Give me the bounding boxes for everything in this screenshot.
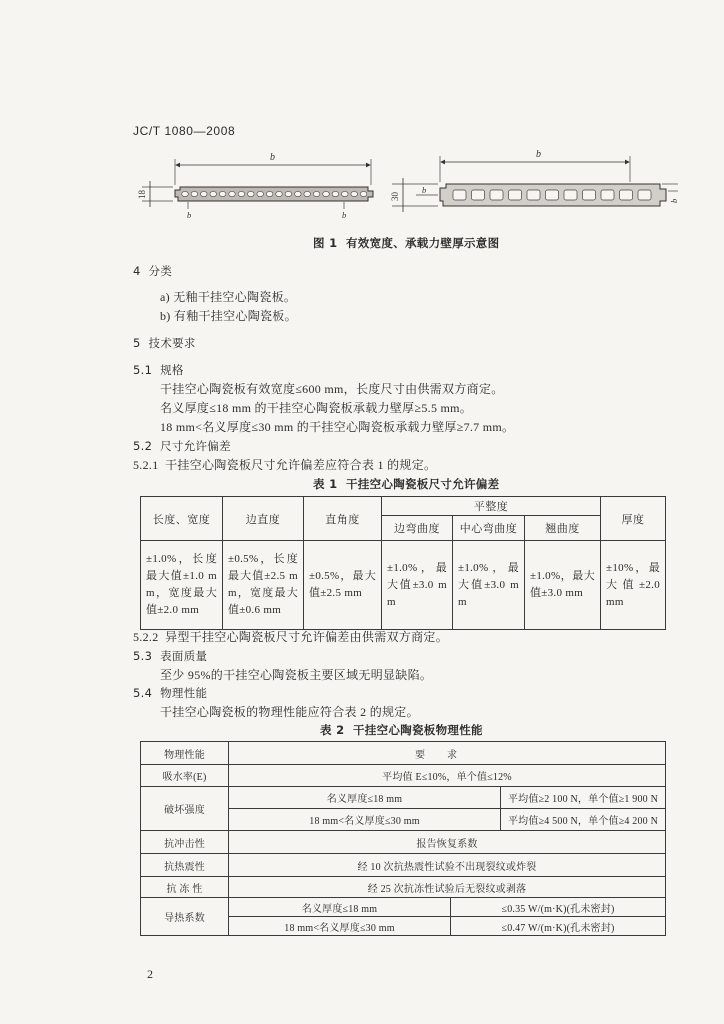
left-panel-hole xyxy=(182,191,189,196)
header-edge-curvature: 边弯曲度 xyxy=(382,516,453,541)
standard-code: JC/T 1080—2008 xyxy=(133,124,236,138)
left-panel-hole xyxy=(360,191,367,196)
left-wall-label-right: b xyxy=(342,210,347,220)
left-panel-hole xyxy=(313,191,320,196)
breaking-strength-condition-2: 18 mm<名义厚度≤30 mm xyxy=(229,809,501,831)
page-number: 2 xyxy=(147,967,154,981)
left-panel-hole xyxy=(248,191,255,196)
right-wall-label-left: b xyxy=(422,185,427,195)
header-warpage: 翘曲度 xyxy=(525,516,601,541)
section-5-2-1-text: 5.2.1 干挂空心陶瓷板尺寸允许偏差应符合表 1 的规定。 xyxy=(133,458,437,472)
section-5-4-heading: 5.4 物理性能 xyxy=(133,686,208,700)
left-panel-hole xyxy=(191,191,198,196)
table-row xyxy=(141,541,666,630)
header-length-width: 长度、宽度 xyxy=(141,497,223,541)
section-5-1-heading: 5.1 规格 xyxy=(133,363,184,377)
table-row xyxy=(141,854,666,877)
header-property: 物理性能 xyxy=(141,742,229,765)
right-wall-label-right: b xyxy=(669,198,679,203)
right-panel-hole xyxy=(564,190,577,200)
left-panel-hole xyxy=(210,191,217,196)
left-panel-hole xyxy=(342,191,349,196)
table-row xyxy=(141,877,666,898)
left-panel xyxy=(137,152,373,220)
left-panel-hole xyxy=(257,191,264,196)
thermal-conductivity-value-1: ≤0.35 W/(m·K)(孔未密封) xyxy=(451,898,666,917)
frost-value: 经 25 次抗冻性试验后无裂纹或剥落 xyxy=(229,877,666,898)
table-row xyxy=(141,898,666,917)
breaking-strength-value-2: 平均值≥4 500 N，单个值≥4 200 N xyxy=(501,809,666,831)
left-panel-hole xyxy=(238,191,245,196)
cell-length-width: ±1.0%，长度最大值±1.0 mm，宽度最大值±2.0 mm xyxy=(141,541,223,630)
section-5-1-line-2: 名义厚度≤18 mm 的干挂空心陶瓷板承载力壁厚≥5.5 mm。 xyxy=(160,401,473,415)
section-5-4-text: 干挂空心陶瓷板的物理性能应符合表 2 的规定。 xyxy=(160,705,419,719)
frost-label: 抗 冻 性 xyxy=(141,877,229,898)
left-panel-hole xyxy=(266,191,273,196)
thermal-conductivity-condition-2: 18 mm<名义厚度≤30 mm xyxy=(229,917,451,936)
left-panel-hole xyxy=(285,191,292,196)
cell-edge-curvature: ±1.0%，最大值±3.0 mm xyxy=(382,541,453,630)
left-panel-hole xyxy=(295,191,302,196)
left-panel-hole xyxy=(201,191,208,196)
section-5-3-text: 至少 95%的干挂空心陶瓷板主要区域无明显缺陷。 xyxy=(160,668,433,682)
table-1-title: 表 1 干挂空心陶瓷板尺寸允许偏差 xyxy=(313,477,500,491)
table-row xyxy=(141,787,666,809)
water-absorption-label: 吸水率(E) xyxy=(141,765,229,787)
right-panel-hole xyxy=(620,190,633,200)
left-panel-hole xyxy=(351,191,358,196)
right-thickness-label: 30 xyxy=(390,192,400,201)
left-width-label: b xyxy=(270,152,275,163)
right-panel-hole xyxy=(509,190,522,200)
thermal-conductivity-value-2: ≤0.47 W/(m·K)(孔未密封) xyxy=(451,917,666,936)
section-4-heading: 4 分类 xyxy=(133,264,173,278)
cell-center-curvature: ±1.0%，最大值±3.0 mm xyxy=(453,541,525,630)
cell-edge-straightness: ±0.5%，长度最大值±2.5 mm，宽度最大值±0.6 mm xyxy=(223,541,304,630)
breaking-strength-label: 破坏强度 xyxy=(141,787,229,831)
header-edge-straightness: 边直度 xyxy=(223,497,304,541)
section-5-2-2-text: 5.2.2 异型干挂空心陶瓷板尺寸允许偏差由供需双方商定。 xyxy=(133,630,449,644)
section-5-1-line-1: 干挂空心陶瓷板有效宽度≤600 mm，长度尺寸由供需双方商定。 xyxy=(160,382,504,396)
left-panel-hole xyxy=(229,191,236,196)
right-panel-holes xyxy=(453,190,651,200)
section-5-2-heading: 5.2 尺寸允许偏差 xyxy=(133,439,231,453)
cell-squareness: ±0.5%，最大值±2.5 mm xyxy=(304,541,382,630)
section-5-heading: 5 技术要求 xyxy=(133,336,196,350)
breaking-strength-value-1: 平均值≥2 100 N，单个值≥1 900 N xyxy=(501,787,666,809)
left-thickness-label: 18 xyxy=(137,190,147,199)
left-panel-hole xyxy=(332,191,339,196)
right-panel-hole xyxy=(527,190,540,200)
water-absorption-value: 平均值 E≤10%，单个值≤12% xyxy=(229,765,666,787)
table-2 xyxy=(140,741,666,936)
figure-1-diagram xyxy=(130,145,680,227)
header-requirement: 要求 xyxy=(229,742,666,765)
left-panel-hole xyxy=(219,191,226,196)
thermal-shock-value: 经 10 次抗热震性试验不出现裂纹或炸裂 xyxy=(229,854,666,877)
table-1 xyxy=(140,496,666,630)
header-flatness: 平整度 xyxy=(382,497,601,516)
right-panel-hole xyxy=(546,190,559,200)
right-panel-hole xyxy=(453,190,466,200)
section-5-1-line-3: 18 mm<名义厚度≤30 mm 的干挂空心陶瓷板承载力壁厚≥7.7 mm。 xyxy=(160,420,515,434)
right-panel-hole xyxy=(638,190,651,200)
left-panel-hole xyxy=(323,191,330,196)
impact-label: 抗冲击性 xyxy=(141,831,229,854)
section-4-item-a: a) 无釉干挂空心陶瓷板。 xyxy=(160,290,297,304)
section-4-item-b: b) 有釉干挂空心陶瓷板。 xyxy=(160,309,297,323)
right-panel-hole xyxy=(490,190,503,200)
thermal-shock-label: 抗热震性 xyxy=(141,854,229,877)
header-center-curvature: 中心弯曲度 xyxy=(453,516,525,541)
thermal-conductivity-label: 导热系数 xyxy=(141,898,229,936)
cell-thickness: ±10%，最大值±2.0 mm xyxy=(601,541,666,630)
table-row xyxy=(141,831,666,854)
table-row xyxy=(141,742,666,765)
table-2-title: 表 2 干挂空心陶瓷板物理性能 xyxy=(320,723,483,737)
header-thickness: 厚度 xyxy=(601,497,666,541)
breaking-strength-condition-1: 名义厚度≤18 mm xyxy=(229,787,501,809)
figure-caption: 图 1 有效宽度、承载力壁厚示意图 xyxy=(313,236,500,250)
right-panel-hole xyxy=(472,190,485,200)
right-width-label: b xyxy=(536,149,541,160)
left-wall-label-left: b xyxy=(187,210,192,220)
cell-warpage: ±1.0%，最大值±3.0 mm xyxy=(525,541,601,630)
table-row xyxy=(141,765,666,787)
right-panel-hole xyxy=(601,190,614,200)
section-5-3-heading: 5.3 表面质量 xyxy=(133,649,208,663)
left-panel-hole xyxy=(304,191,311,196)
right-panel-hole xyxy=(583,190,596,200)
header-squareness: 直角度 xyxy=(304,497,382,541)
left-panel-hole xyxy=(276,191,283,196)
impact-value: 报告恢复系数 xyxy=(229,831,666,854)
thermal-conductivity-condition-1: 名义厚度≤18 mm xyxy=(229,898,451,917)
right-panel xyxy=(390,149,679,212)
